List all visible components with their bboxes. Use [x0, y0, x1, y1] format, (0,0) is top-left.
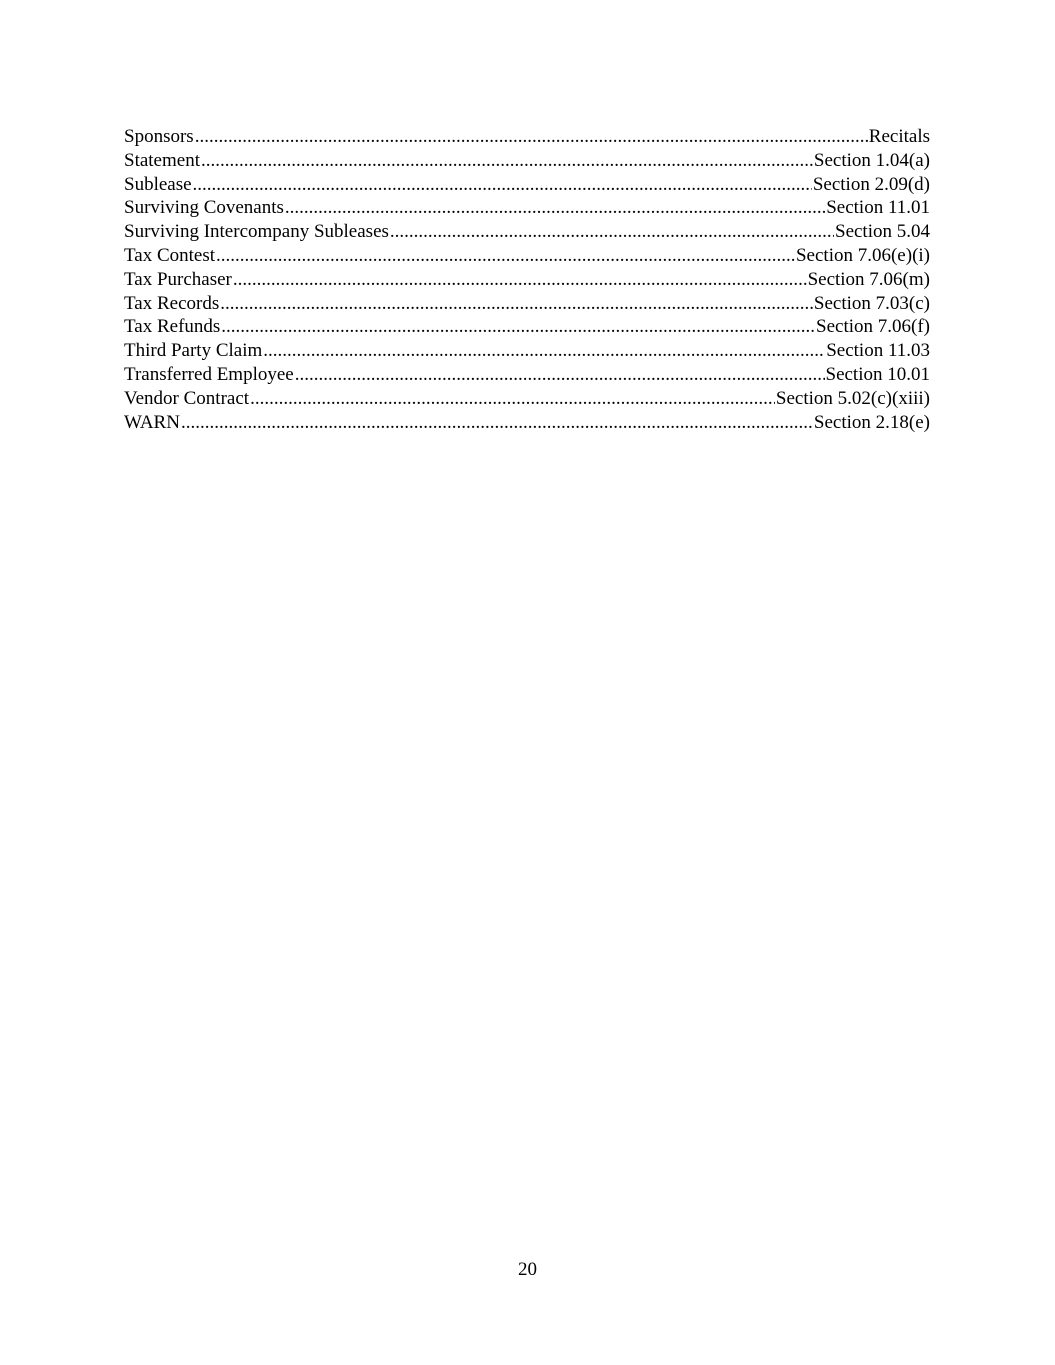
index-entry: [124, 149, 930, 173]
index-entry: [124, 315, 930, 339]
index-term: Third Party Claim: [124, 340, 263, 362]
index-entry: [124, 363, 930, 387]
index-entry: [124, 292, 930, 316]
section-reference: Section 7.06(m): [807, 268, 930, 290]
page-number: 20: [518, 1259, 537, 1280]
dot-leader: [201, 149, 813, 173]
dot-leader: [193, 173, 812, 197]
section-reference: Section 10.01: [825, 363, 930, 385]
index-term: Transferred Employee: [124, 363, 294, 385]
defined-terms-index: [124, 125, 930, 434]
section-reference: Section 7.03(c): [813, 292, 930, 314]
index-term: Surviving Intercompany Subleases: [124, 221, 389, 243]
index-entry: [124, 244, 930, 268]
index-term: Tax Contest: [124, 244, 216, 266]
dot-leader: [195, 125, 868, 149]
index-term: Statement: [124, 149, 200, 171]
dot-leader: [250, 387, 775, 411]
section-reference: Recitals: [868, 126, 930, 147]
dot-leader: [216, 244, 795, 268]
dot-leader: [263, 339, 825, 363]
index-entry: [124, 173, 930, 197]
index-term: Tax Refunds: [124, 316, 221, 338]
index-entry: [124, 125, 930, 149]
dot-leader: [220, 292, 813, 316]
index-term: Vendor Contract: [124, 387, 250, 409]
dot-leader: [233, 268, 807, 292]
index-term: Sponsors: [124, 126, 194, 147]
dot-leader: [221, 315, 815, 339]
dot-leader: [295, 363, 825, 387]
section-reference: Section 5.04: [835, 221, 930, 243]
index-entry: [124, 196, 930, 220]
index-term: Surviving Covenants: [124, 197, 284, 219]
section-reference: Section 7.06(e)(i): [795, 244, 930, 266]
index-term: Tax Purchaser: [124, 268, 232, 290]
section-reference: Section 5.02(c)(xiii): [775, 387, 930, 409]
index-entry: [124, 220, 930, 244]
index-entry: [124, 387, 930, 411]
index-entry: [124, 268, 930, 292]
dot-leader: [390, 220, 834, 244]
section-reference: Section 11.03: [826, 340, 930, 362]
index-entry: [124, 411, 930, 435]
dot-leader: [181, 411, 813, 435]
section-reference: Section 7.06(f): [816, 316, 930, 338]
index-term: Tax Records: [124, 292, 220, 314]
section-reference: Section 2.18(e): [813, 411, 930, 433]
section-reference: Section 11.01: [826, 197, 930, 219]
index-term: Sublease: [124, 173, 192, 195]
dot-leader: [285, 196, 825, 220]
index-term: WARN: [124, 411, 180, 433]
section-reference: Section 1.04(a): [813, 149, 930, 171]
index-entry: [124, 339, 930, 363]
section-reference: Section 2.09(d): [812, 173, 930, 195]
